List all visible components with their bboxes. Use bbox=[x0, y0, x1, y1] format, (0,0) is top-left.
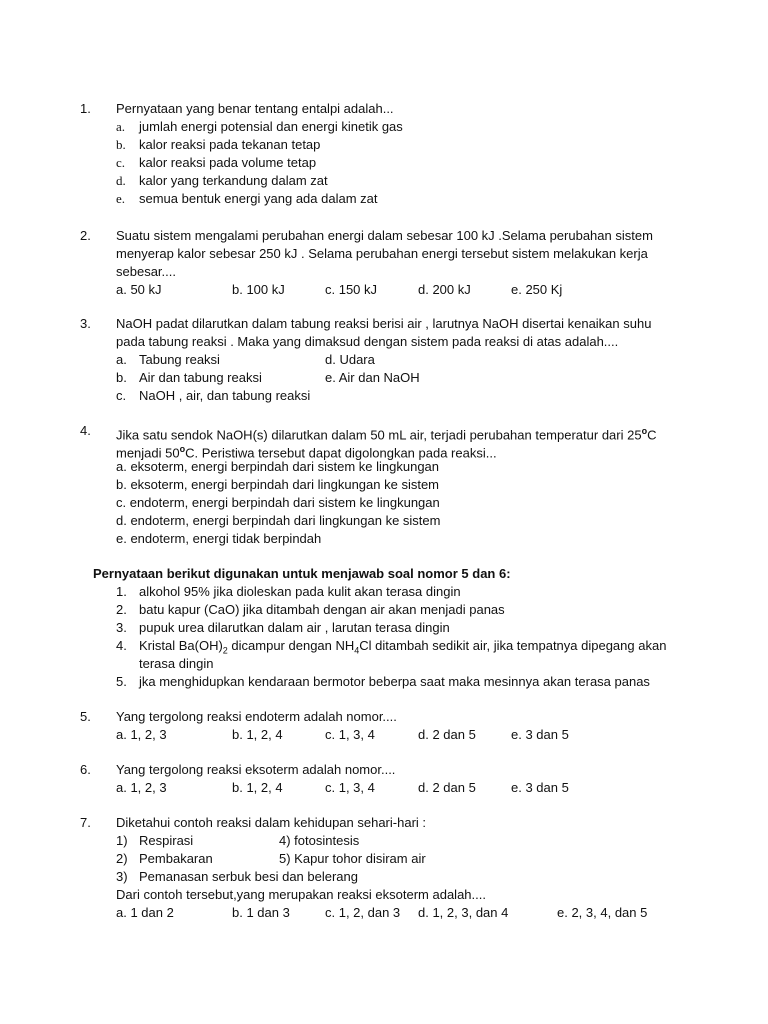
question-stem: Diketahui contoh reaksi dalam kehidupan sehari-hari : bbox=[116, 815, 427, 830]
option: e. 3 dan 5 bbox=[511, 727, 569, 742]
question-stem-line: menjadi 50$^o$C. Peristiwa tersebut dapat digolongkan pada reaksi... bbox=[116, 444, 497, 461]
statement-text: alkohol 95% jika dioleskan pada kulit akan terasa dingin bbox=[139, 584, 461, 599]
question-stem-line: pada tabung reaksi . Maka yang dimaksud dengan sistem pada reaksi di atas adalah.... bbox=[116, 334, 619, 349]
option: b. 1 dan 3 bbox=[232, 905, 290, 920]
question-number: 1. bbox=[80, 101, 91, 116]
option-text: NaOH , air, dan tabung reaksi bbox=[139, 388, 311, 403]
option-text: jumlah energi potensial dan energi kinetik gas bbox=[139, 119, 403, 134]
option: c. 1, 3, 4 bbox=[325, 780, 375, 795]
option-letter: c. bbox=[116, 388, 127, 403]
question-number: 4. bbox=[80, 423, 91, 438]
statement-number: 5. bbox=[116, 674, 127, 689]
question-stem-line: sebesar.... bbox=[116, 264, 176, 279]
option: d. endoterm, energi berpindah dari lingkungan ke sistem bbox=[116, 513, 441, 528]
list-text: 4) fotosintesis bbox=[279, 833, 360, 848]
list-text: Respirasi bbox=[139, 833, 194, 848]
question-number: 5. bbox=[80, 709, 91, 724]
statement-number: 4. bbox=[116, 638, 127, 653]
question-stem: Yang tergolong reaksi eksoterm adalah nomor.... bbox=[116, 762, 396, 777]
option-text: kalor reaksi pada tekanan tetap bbox=[139, 137, 321, 152]
option-text: Tabung reaksi bbox=[139, 352, 220, 367]
option: d. Udara bbox=[325, 352, 375, 367]
option: c. endoterm, energi berpindah dari sistem ke lingkungan bbox=[116, 495, 440, 510]
statement-number: 2. bbox=[116, 602, 127, 617]
option: e. 250 Kj bbox=[511, 282, 563, 297]
option: c. 150 kJ bbox=[325, 282, 378, 297]
option-letter: e. bbox=[116, 191, 126, 206]
statement-text: Kristal $Ba(OH)_2$ dicampur dengan $NH_4Cl$ ditambah sedikit air, jika tempatnya dipegang akan bbox=[139, 638, 667, 656]
option-text: Air dan tabung reaksi bbox=[139, 370, 262, 385]
question-number: 6. bbox=[80, 762, 91, 777]
option: a. 50 kJ bbox=[116, 282, 162, 297]
statement-text: jka menghidupkan kendaraan bermotor beberpa saat maka mesinnya akan terasa panas bbox=[139, 674, 650, 689]
list-number: 2) bbox=[116, 851, 128, 866]
option-letter: b. bbox=[116, 370, 127, 385]
list-text: Pemanasan serbuk besi dan belerang bbox=[139, 869, 358, 884]
option: d. 1, 2, 3, dan 4 bbox=[418, 905, 509, 920]
option: a. 1, 2, 3 bbox=[116, 780, 167, 795]
option: a. 1 dan 2 bbox=[116, 905, 174, 920]
option-letter: b. bbox=[116, 137, 126, 152]
option-letter: d. bbox=[116, 173, 126, 188]
list-number: 3) bbox=[116, 869, 128, 884]
option: b. 100 kJ bbox=[232, 282, 285, 297]
list-number: 1) bbox=[116, 833, 128, 848]
option: b. 1, 2, 4 bbox=[232, 727, 283, 742]
statement-text: pupuk urea dilarutkan dalam air , larutan terasa dingin bbox=[139, 620, 450, 635]
option-letter: a. bbox=[116, 119, 126, 134]
question-number: 7. bbox=[80, 815, 91, 830]
question-stem-line: Suatu sistem mengalami perubahan energi dalam sebesar 100 kJ .Selama perubahan sistem bbox=[116, 228, 653, 243]
question-number: 2. bbox=[80, 228, 91, 243]
statement-number: 3. bbox=[116, 620, 127, 635]
list-text: 5) Kapur tohor disiram air bbox=[279, 851, 426, 866]
option: d. 200 kJ bbox=[418, 282, 471, 297]
statement-text: terasa dingin bbox=[139, 656, 214, 671]
option: b. eksoterm, energi berpindah dari lingkungan ke sistem bbox=[116, 477, 440, 492]
option: b. 1, 2, 4 bbox=[232, 780, 283, 795]
question-stem: Yang tergolong reaksi endoterm adalah nomor.... bbox=[116, 709, 397, 724]
list-text: Pembakaran bbox=[139, 851, 213, 866]
option-text: semua bentuk energi yang ada dalam zat bbox=[139, 191, 378, 206]
question-stem-line: menyerap kalor sebesar 250 kJ . Selama perubahan energi tersebut sistem melakukan kerja bbox=[116, 246, 648, 261]
option-letter: a. bbox=[116, 352, 127, 367]
question-stem-line: Jika satu sendok NaOH(s) dilarutkan dalam 50 mL air, terjadi perubahan temperatur dari 25$^o$C bbox=[116, 426, 657, 443]
question-stem-line: NaOH padat dilarutkan dalam tabung reaksi berisi air , larutnya NaOH disertai kenaikan suhu bbox=[116, 316, 652, 331]
question-number: 3. bbox=[80, 316, 91, 331]
option: e. 3 dan 5 bbox=[511, 780, 569, 795]
statement-text: batu kapur (CaO) jika ditambah dengan air akan menjadi panas bbox=[139, 602, 505, 617]
option: a. 1, 2, 3 bbox=[116, 727, 167, 742]
statement-heading: Pernyataan berikut digunakan untuk menjawab soal nomor 5 dan 6: bbox=[93, 566, 511, 581]
option: c. 1, 3, 4 bbox=[325, 727, 375, 742]
question-line: Dari contoh tersebut,yang merupakan reaksi eksoterm adalah.... bbox=[116, 887, 486, 902]
option: e. Air dan NaOH bbox=[325, 370, 420, 385]
option-letter: c. bbox=[116, 155, 126, 170]
question-stem: Pernyataan yang benar tentang entalpi adalah... bbox=[116, 101, 394, 116]
statement-number: 1. bbox=[116, 584, 127, 599]
option: a. eksoterm, energi berpindah dari sistem ke lingkungan bbox=[116, 459, 440, 474]
option: c. 1, 2, dan 3 bbox=[325, 905, 401, 920]
option-text: kalor reaksi pada volume tetap bbox=[139, 155, 317, 170]
option: e. 2, 3, 4, dan 5 bbox=[557, 905, 648, 920]
option: d. 2 dan 5 bbox=[418, 727, 476, 742]
option-text: kalor yang terkandung dalam zat bbox=[139, 173, 328, 188]
option: e. endoterm, energi tidak berpindah bbox=[116, 531, 322, 546]
option: d. 2 dan 5 bbox=[418, 780, 476, 795]
